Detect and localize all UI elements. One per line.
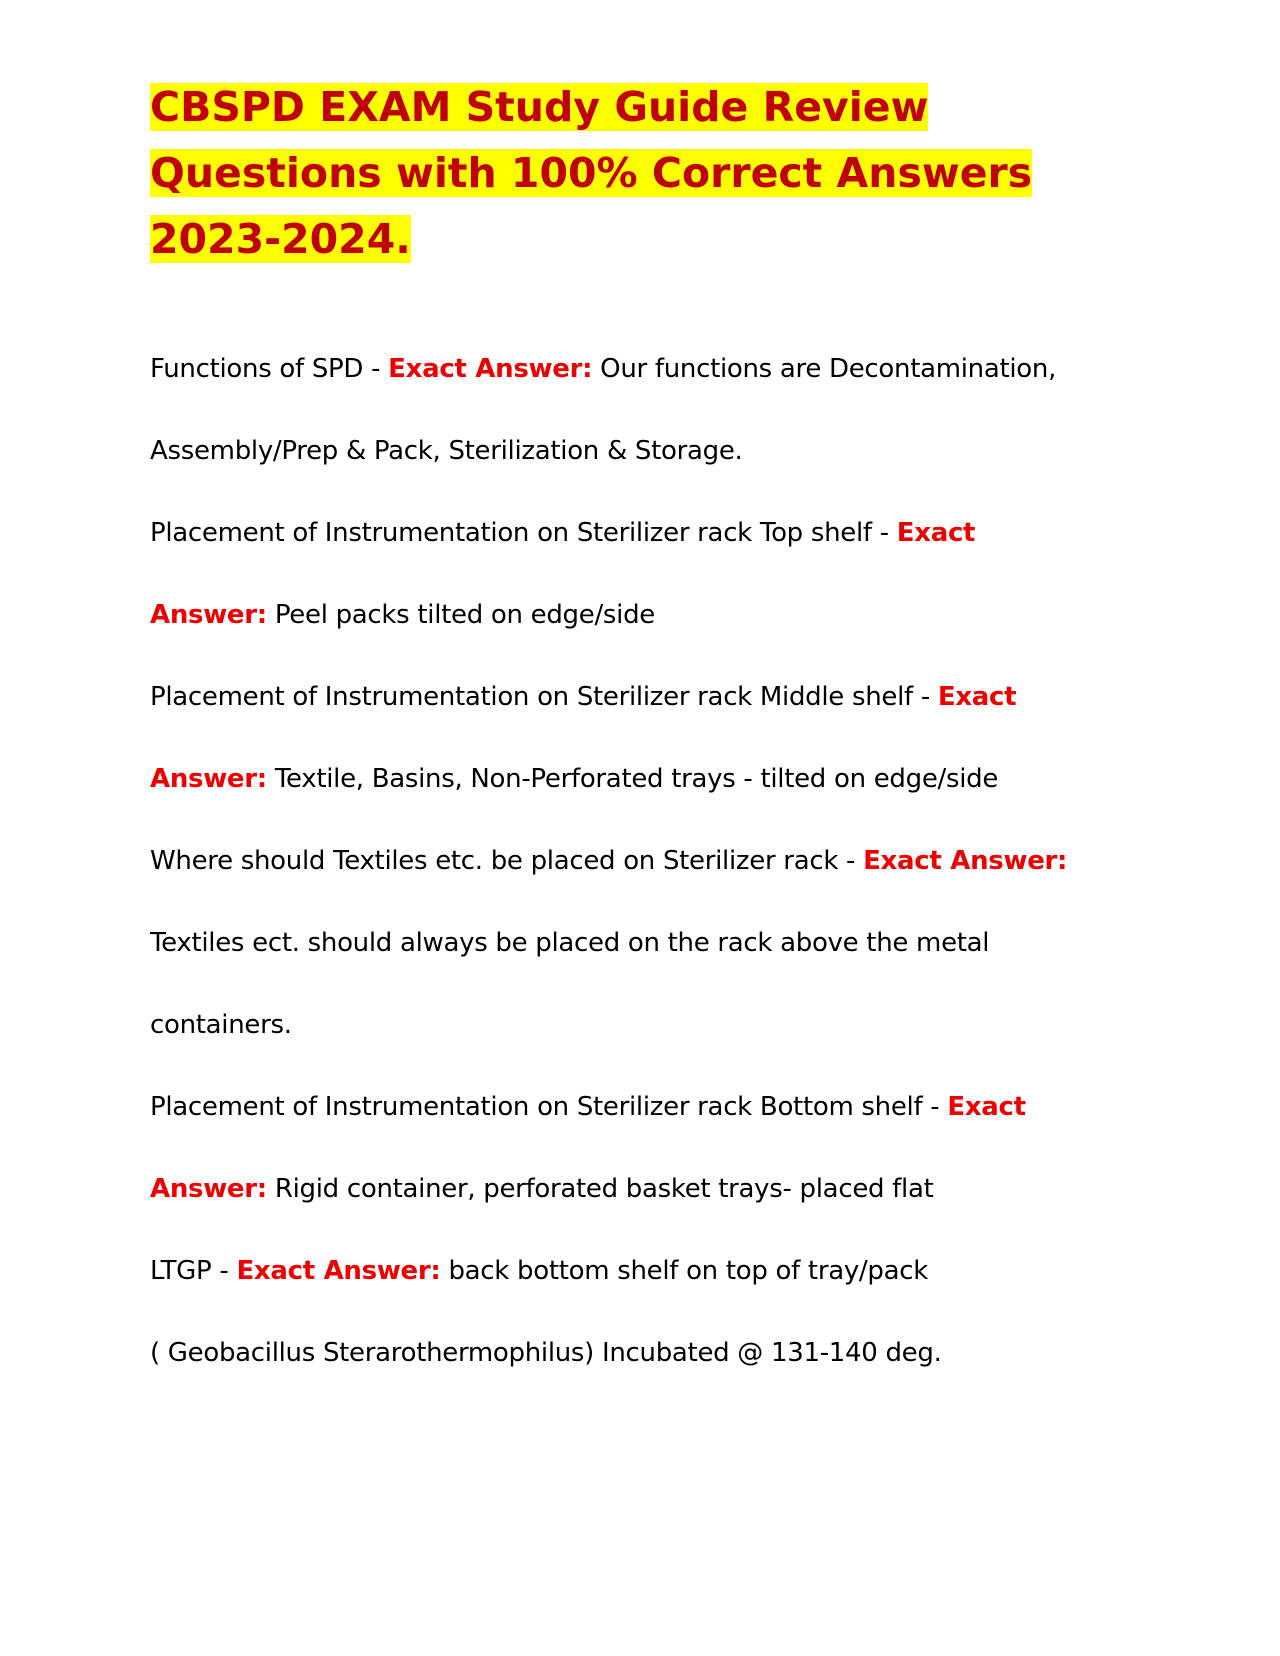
- qa-line: [150, 1148, 1130, 1230]
- title-line-2: Questions with 100% Correct Answers: [150, 149, 1033, 197]
- qa-item-top-shelf: [150, 492, 1130, 656]
- qa-line: [150, 820, 1130, 902]
- question-text: Functions of SPD -: [150, 354, 389, 384]
- qa-item-middle-shelf: [150, 656, 1130, 820]
- answer-text: Peel packs tilted on edge/side: [266, 600, 655, 630]
- question-text: LTGP -: [150, 1256, 237, 1286]
- document-title: [150, 74, 1130, 272]
- question-text: Placement of Instrumentation on Sterilizer rack Middle shelf -: [150, 682, 938, 712]
- answer-label-word2: Answer:: [150, 764, 267, 794]
- question-text: Placement of Instrumentation on Sterilizer rack Top shelf -: [150, 518, 897, 548]
- answer-text: Our functions are Decontamination,: [592, 354, 1057, 384]
- question-text: Placement of Instrumentation on Sterilizer rack Bottom shelf -: [150, 1092, 948, 1122]
- answer-continuation: Assembly/Prep & Pack, Sterilization & Storage.: [150, 436, 743, 466]
- answer-label: Exact Answer:: [236, 1256, 441, 1286]
- title-line-3: 2023-2024.: [150, 215, 411, 263]
- answer-label-word1: Exact: [896, 518, 976, 548]
- document-page: [150, 74, 1130, 1394]
- answer-text: back bottom shelf on top of tray/pack: [440, 1256, 928, 1286]
- title-line-1: CBSPD EXAM Study Guide Review: [150, 83, 929, 131]
- answer-label-word2: Answer:: [150, 600, 267, 630]
- qa-item-ltgp: [150, 1230, 1130, 1394]
- qa-item-functions-of-spd: [150, 328, 1130, 492]
- qa-line: [150, 1066, 1130, 1148]
- answer-text: Textile, Basins, Non-Perforated trays - tilted on edge/side: [266, 764, 999, 794]
- qa-line: [150, 738, 1130, 820]
- qa-list: [150, 328, 1130, 1394]
- answer-text: Textiles ect. should always be placed on the rack above the metal: [150, 928, 990, 958]
- qa-line: [150, 328, 1130, 410]
- qa-line: [150, 1230, 1130, 1312]
- answer-text: Rigid container, perforated basket trays- placed flat: [266, 1174, 934, 1204]
- qa-line: [150, 574, 1130, 656]
- qa-line: [150, 656, 1130, 738]
- answer-label-word1: Exact: [947, 1092, 1026, 1122]
- answer-label-word2: Answer:: [150, 1174, 267, 1204]
- question-text: Where should Textiles etc. be placed on Sterilizer rack -: [150, 846, 864, 876]
- answer-label-word1: Exact: [937, 682, 1017, 712]
- answer-label: Exact Answer:: [863, 846, 1068, 876]
- answer-continuation: containers.: [150, 1010, 292, 1040]
- answer-label: Exact Answer:: [388, 354, 593, 384]
- qa-item-textiles-placement: [150, 820, 1130, 1066]
- qa-line: [150, 492, 1130, 574]
- qa-item-bottom-shelf: [150, 1066, 1130, 1230]
- answer-continuation: ( Geobacillus Sterarothermophilus) Incubated @ 131-140 deg.: [150, 1338, 942, 1368]
